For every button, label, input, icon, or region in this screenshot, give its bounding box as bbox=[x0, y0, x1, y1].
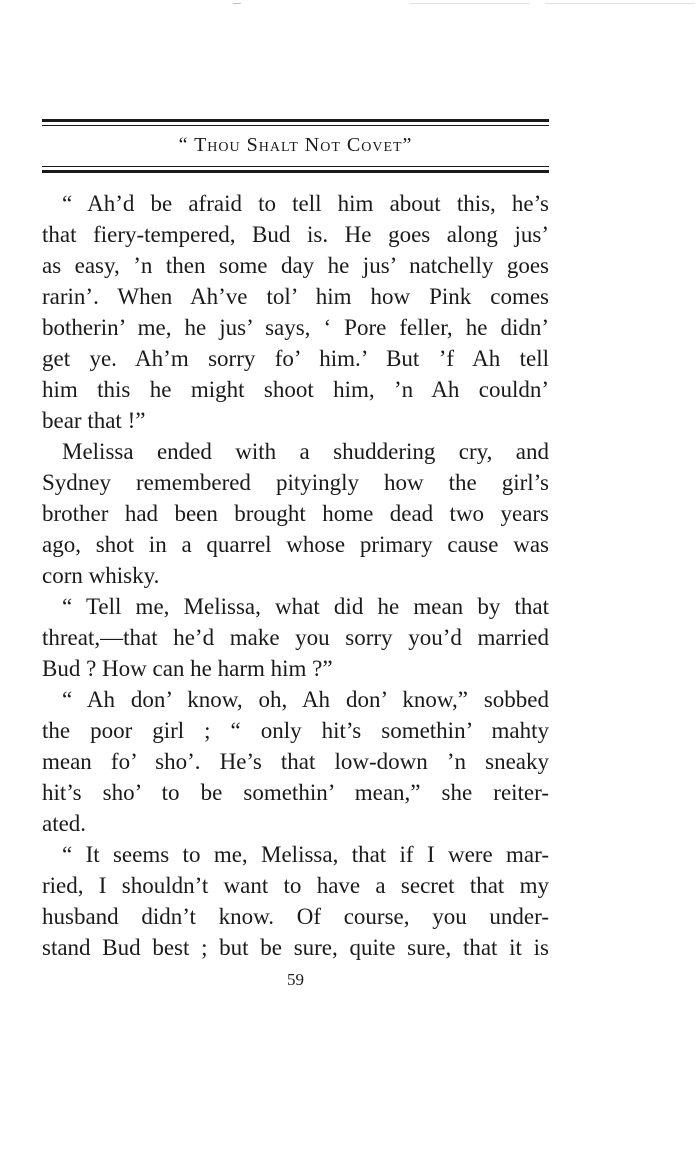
text-line: “ Ah’d be afraid to tell him about this, he’s bbox=[62, 191, 549, 216]
text-line: hit’s sho’ to be somethin’ mean,” she reiter- bbox=[42, 780, 549, 805]
scan-artifact bbox=[410, 3, 530, 4]
text-line: stand Bud best ; but be sure, quite sure, that it is bbox=[42, 935, 549, 960]
text-line: ated. bbox=[42, 811, 87, 836]
header-rule-bottom-thick bbox=[42, 170, 549, 173]
text-line: botherin’ me, he jus’ says, ‘ Pore feller, he didn’ bbox=[42, 315, 549, 340]
text-line: the poor girl ; “ only hit’s somethin’ mahty bbox=[42, 718, 549, 743]
text-line: him this he might shoot him, ’n Ah couldn’ bbox=[42, 377, 549, 402]
text-line: threat,—that he’d make you sorry you’d married bbox=[42, 625, 549, 650]
page-number: 59 bbox=[287, 970, 304, 989]
text-line: corn whisky. bbox=[42, 563, 160, 588]
text-line: “ Tell me, Melissa, what did he mean by that bbox=[62, 594, 549, 619]
text-line: ried, I shouldn’t want to have a secret that my bbox=[42, 873, 549, 898]
running-head: “ Thou Shalt Not Covet” bbox=[178, 134, 413, 156]
text-line: as easy, ’n then some day he jus’ natchelly goes bbox=[42, 253, 549, 278]
text-line: Melissa ended with a shuddering cry, and bbox=[62, 439, 549, 464]
text-line: that fiery-tempered, Bud is. He goes along jus’ bbox=[42, 222, 549, 247]
text-line: Sydney remembered pityingly how the girl’s bbox=[42, 470, 549, 495]
text-line: “ Ah don’ know, oh, Ah don’ know,” sobbed bbox=[62, 687, 549, 712]
text-line: rarin’. When Ah’ve tol’ him how Pink comes bbox=[42, 284, 549, 309]
text-line: bear that !” bbox=[42, 408, 146, 433]
body-text bbox=[42, 188, 549, 963]
header-rule-top-thin bbox=[42, 125, 549, 126]
header-rule-top-thick bbox=[42, 119, 549, 122]
text-line: husband didn’t know. Of course, you under- bbox=[42, 904, 549, 929]
text-line: get ye. Ah’m sorry fo’ him.’ But ’f Ah tell bbox=[42, 346, 549, 371]
scan-artifact bbox=[233, 3, 241, 4]
text-line: ago, shot in a quarrel whose primary cause was bbox=[42, 532, 549, 557]
text-line: mean fo’ sho’. He’s that low-down ’n sneaky bbox=[42, 749, 549, 774]
text-line: Bud ? How can he harm him ?” bbox=[42, 656, 333, 681]
scan-artifact bbox=[545, 3, 695, 4]
text-line: brother had been brought home dead two years bbox=[42, 501, 549, 526]
header-rule-bottom-thin bbox=[42, 166, 549, 167]
text-line: “ It seems to me, Melissa, that if I were mar- bbox=[62, 842, 549, 867]
